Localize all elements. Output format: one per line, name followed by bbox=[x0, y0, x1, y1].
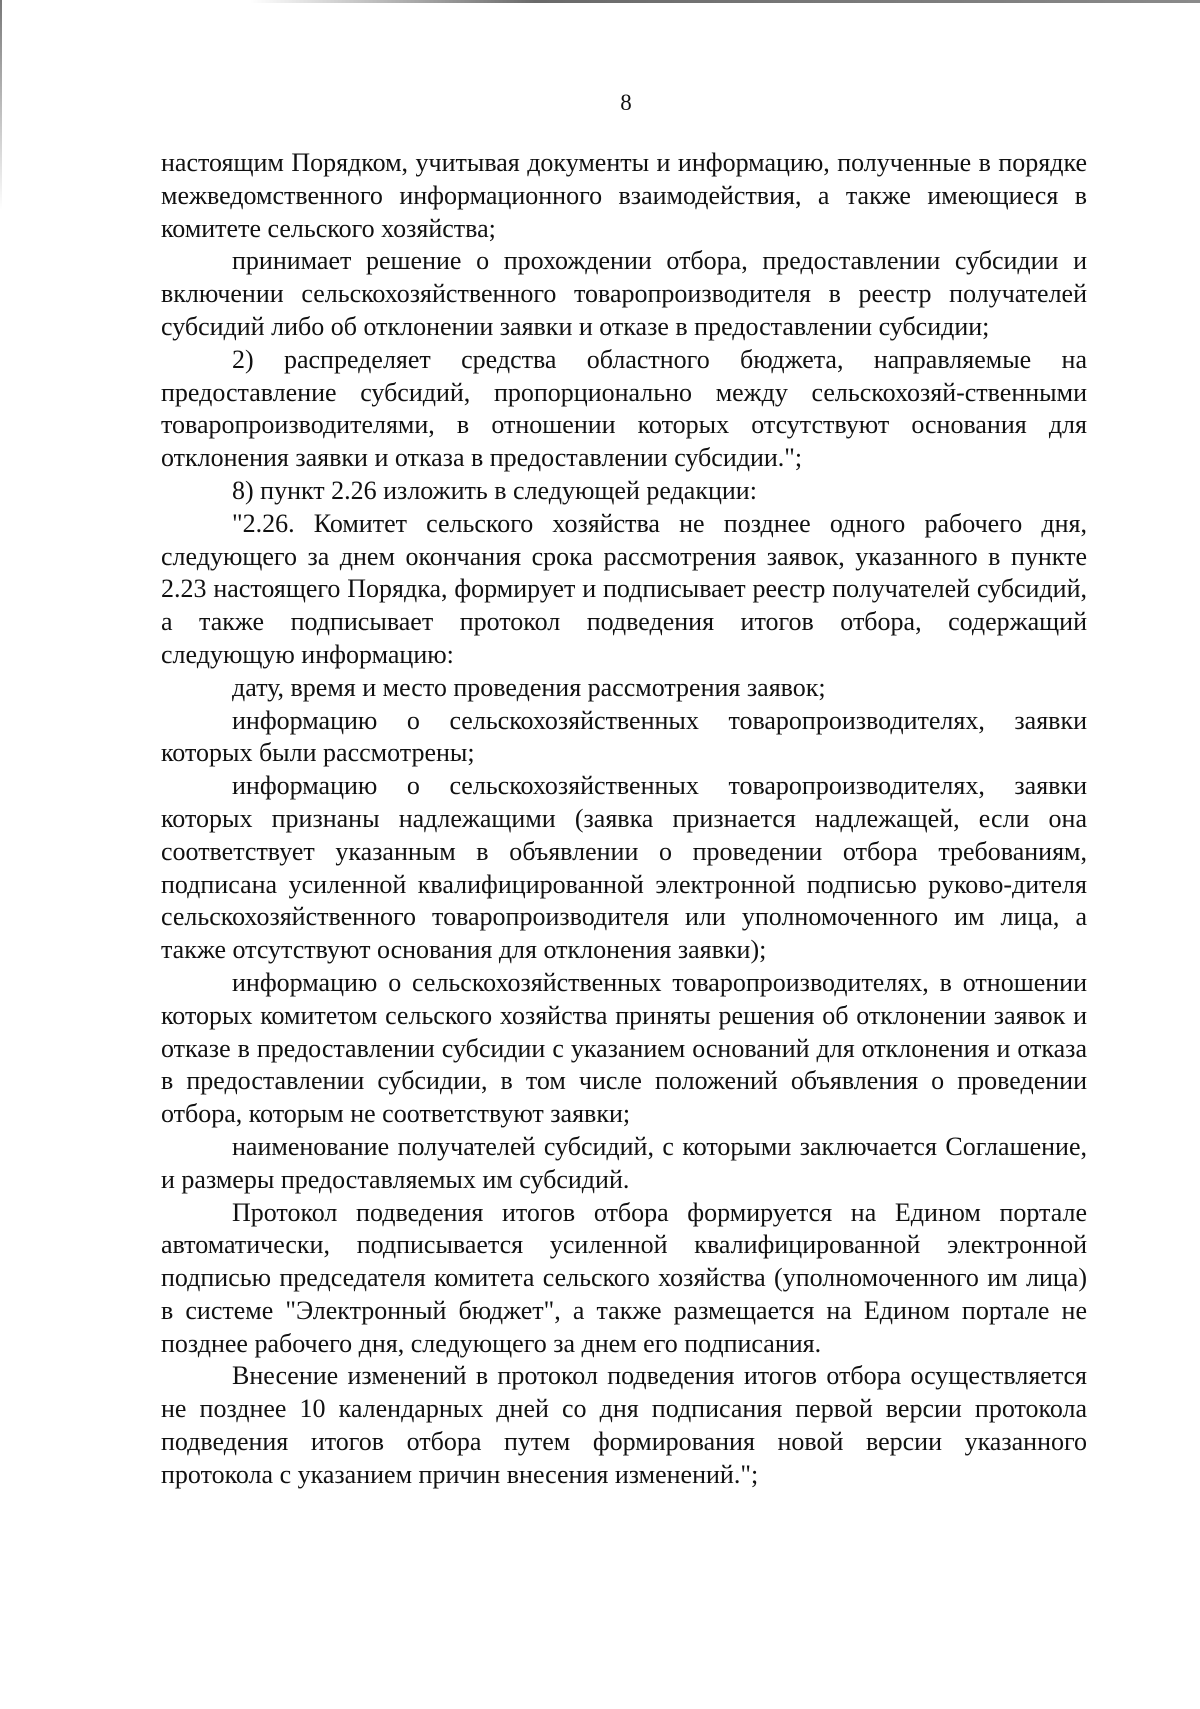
paragraph: информацию о сельскохозяйственных товаропроизводителях, в отношении которых комитетом сельского хозяйства приняты решения об отклонении заявок и отказе в предоставлении субсидии с указанием оснований для отклонения и отказа в предоставлении субсидии, в том числе положений объявления о проведении отбора, которым не соответствуют заявки; bbox=[161, 967, 1087, 1129]
paragraph: информацию о сельскохозяйственных товаропроизводителях, заявки которых признаны надлежащими (заявка признается надлежащей, если она соответствует указанным в объявлении о проведении отбора требованиям, подписана усиленной квалифицированной электронной подписью руково-дителя сельскохозяйственного товаропроизводителя или уполномоченного им лица, а также отсутствуют основания для отклонения заявки); bbox=[161, 771, 1087, 965]
paragraph: настоящим Порядком, учитывая документы и информацию, полученные в порядке межведомственного информационного взаимодействия, а также имеющиеся в комитете сельского хозяйства; bbox=[161, 148, 1087, 243]
paragraph: принимает решение о прохождении отбора, предоставлении субсидии и включении сельскохозяйственного товаропроизводителя в реестр получателей субсидий либо об отклонении заявки и отказе в предоставлении субсидии; bbox=[161, 246, 1087, 341]
paragraph: наименование получателей субсидий, с которыми заключается Соглашение, и размеры предоставляемых им субсидий. bbox=[161, 1131, 1087, 1194]
scan-edge-top bbox=[250, 0, 1200, 3]
paragraph: информацию о сельскохозяйственных товаропроизводителях, заявки которых были рассмотрены; bbox=[161, 705, 1087, 768]
paragraph: дату, время и место проведения рассмотрения заявок; bbox=[232, 672, 826, 702]
paragraph: Протокол подведения итогов отбора формируется на Едином портале автоматически, подписывается усиленной квалифицированной электронной подписью председателя комитета сельского хозяйства (уполномоченного им лица) в системе "Электронный бюджет", а также размещается на Едином портале не позднее рабочего дня, следующего за днем его подписания. bbox=[161, 1197, 1087, 1358]
paragraph: 2) распределяет средства областного бюджета, направляемые на предоставление субсидий, пропорционально между сельскохозяй-ственными товаропроизводителями, в отношении которых отсутствуют основания для отклонения заявки и отказа в предоставлении субсидии."; bbox=[161, 344, 1087, 473]
paragraph: Внесение изменений в протокол подведения итогов отбора осуществляется не позднее 10 календарных дней со дня подписания первой версии протокола подведения итогов отбора путем формирования новой версии указанного протокола с указанием причин внесения изменений."; bbox=[161, 1361, 1087, 1489]
document-body bbox=[161, 147, 1087, 1492]
page-number: 8 bbox=[620, 90, 632, 115]
paragraph: "2.26. Комитет сельского хозяйства не позднее одного рабочего дня, следующего за днем окончания срока рассмотрения заявок, указанного в пункте 2.23 настоящего Порядка, формирует и подписывает реестр получателей субсидий, а также подписывает протокол подведения итогов отбора, содержащий следующую информацию: bbox=[161, 508, 1087, 669]
paragraph: 8) пункт 2.26 изложить в следующей редакции: bbox=[232, 475, 757, 505]
